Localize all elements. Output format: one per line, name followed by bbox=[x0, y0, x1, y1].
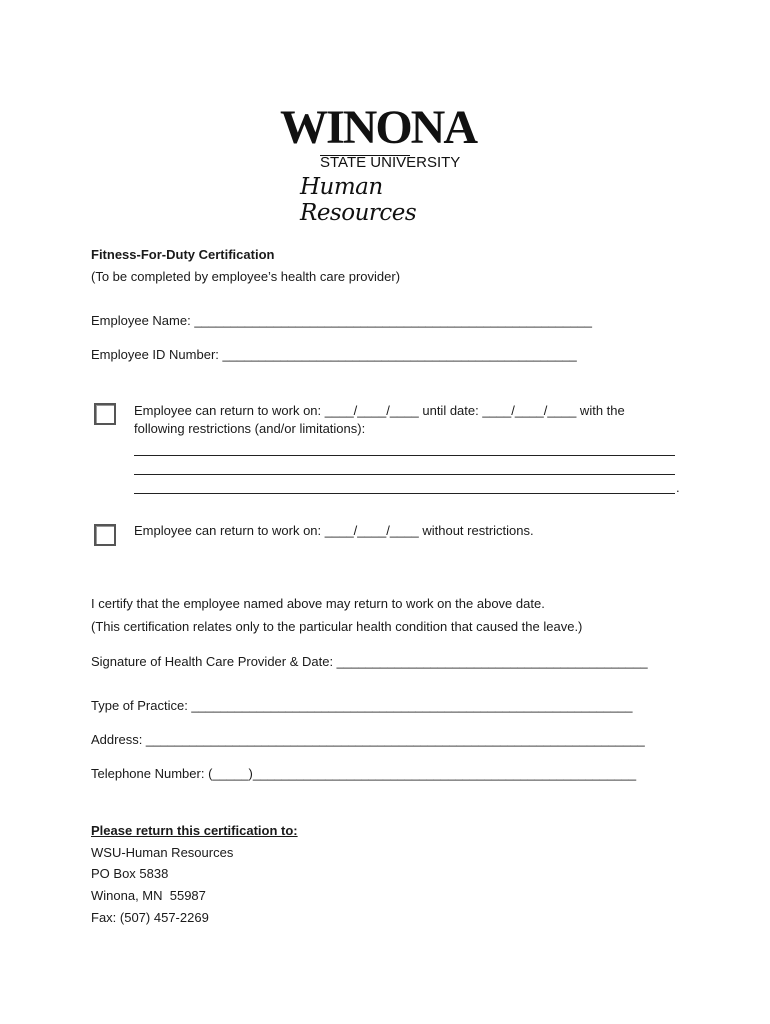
university-logo bbox=[280, 100, 490, 226]
return-with-restrictions-checkbox[interactable] bbox=[94, 403, 116, 425]
certify-statement: I certify that the employee named above may return to work on the above date. bbox=[91, 596, 545, 611]
option1-text: Employee can return to work on: ____/____/____ until date: ____/____/____ with the bbox=[134, 403, 625, 418]
restrictions-line-1[interactable] bbox=[134, 455, 675, 456]
logo-department: Human Resources bbox=[300, 174, 417, 226]
option2-text: Employee can return to work on: ____/____/____ without restrictions. bbox=[134, 523, 534, 538]
signature-field[interactable]: Signature of Health Care Provider & Date: ___________________________________________ bbox=[91, 654, 648, 669]
return-fax: Fax: (507) 457-2269 bbox=[91, 910, 209, 925]
practice-type-field[interactable]: Type of Practice: _____________________________________________________________ bbox=[91, 698, 633, 713]
telephone-field[interactable]: Telephone Number: (_____)_____________________________________________________ bbox=[91, 766, 637, 781]
employee-name-field[interactable]: Employee Name: _______________________________________________________ bbox=[91, 313, 592, 328]
restrictions-line-3[interactable] bbox=[134, 493, 675, 494]
restrictions-line-2[interactable] bbox=[134, 474, 675, 475]
return-address-line-2: PO Box 5838 bbox=[91, 866, 169, 881]
return-without-restrictions-checkbox[interactable] bbox=[94, 524, 116, 546]
employee-id-field[interactable]: Employee ID Number: _________________________________________________ bbox=[91, 347, 577, 362]
return-heading: Please return this certification to: bbox=[91, 823, 298, 838]
return-address-line-1: WSU-Human Resources bbox=[91, 845, 234, 860]
logo-wordmark: WINONA bbox=[280, 101, 477, 154]
restrictions-period: . bbox=[676, 480, 680, 495]
certify-note: (This certification relates only to the particular health condition that caused the leave.) bbox=[91, 619, 583, 634]
return-address-line-3: Winona, MN 55987 bbox=[91, 888, 206, 903]
address-field[interactable]: Address: _____________________________________________________________________ bbox=[91, 732, 645, 747]
form-title: Fitness-For-Duty Certification bbox=[91, 247, 275, 262]
logo-subtitle: STATE UNIVERSITY bbox=[320, 154, 461, 171]
option1-text-continued: following restrictions (and/or limitations): bbox=[134, 421, 366, 436]
form-instructions: (To be completed by employee’s health care provider) bbox=[91, 269, 401, 284]
